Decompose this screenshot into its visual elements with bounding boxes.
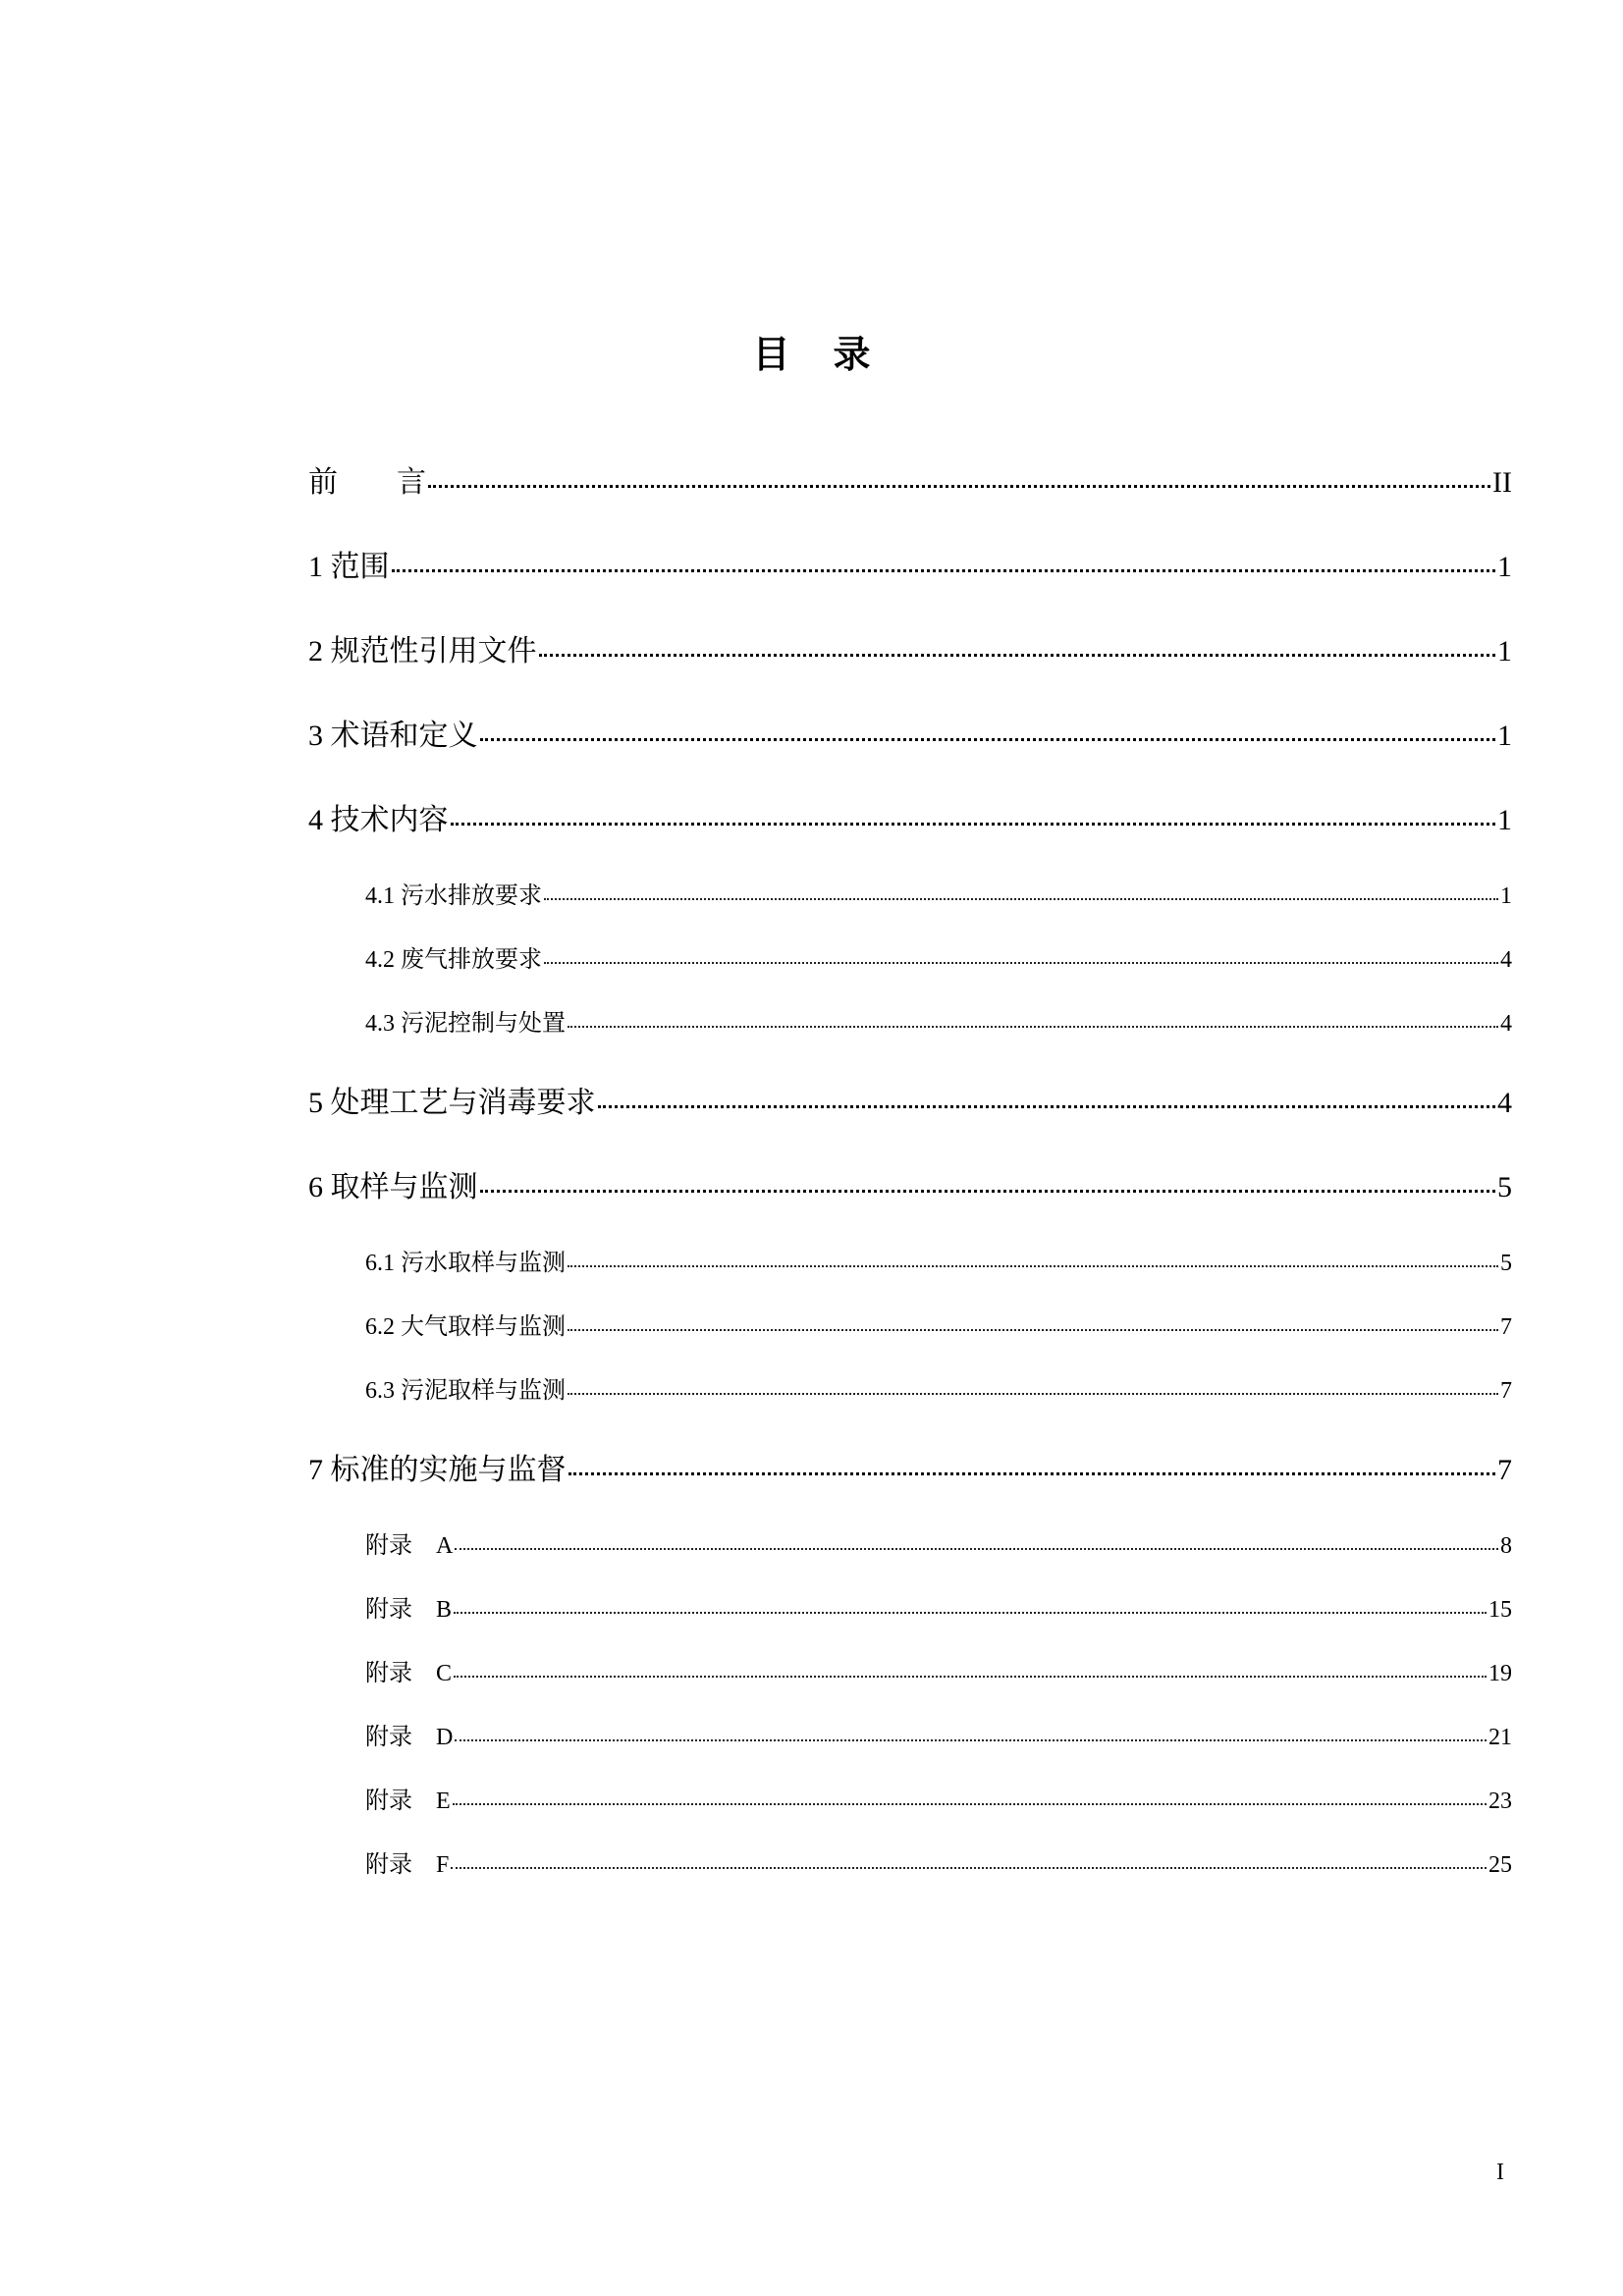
toc-entry-page-number: 1 xyxy=(1497,635,1512,667)
toc-entry-page-number: 7 xyxy=(1500,1378,1512,1404)
toc-entry-page-number: 25 xyxy=(1488,1852,1512,1878)
toc-entry[interactable] xyxy=(365,1243,1512,1277)
toc-entry-page-number: 21 xyxy=(1488,1725,1512,1750)
dot-leader xyxy=(451,1867,1487,1869)
page-title: 目录 xyxy=(752,333,914,376)
dot-leader xyxy=(455,1739,1487,1741)
toc-entry-label: 6 取样与监测 xyxy=(308,1171,478,1203)
toc-entry[interactable] xyxy=(365,1589,1512,1624)
footer-page-number: I xyxy=(1496,2160,1504,2185)
toc-entry-label: 6.1 污水取样与监测 xyxy=(365,1251,566,1276)
toc-entry-label: 附录 F xyxy=(365,1852,450,1878)
toc-entry-label: 4.2 废气排放要求 xyxy=(365,947,542,973)
dot-leader xyxy=(544,962,1498,964)
toc-entry-page-number: 5 xyxy=(1500,1251,1512,1276)
toc-entry[interactable] xyxy=(308,711,1512,754)
toc-entry[interactable] xyxy=(308,457,1512,501)
toc-entry[interactable] xyxy=(308,1162,1512,1205)
dot-leader xyxy=(428,485,1490,488)
dot-leader xyxy=(480,1190,1496,1193)
toc-entry-label: 4.1 污水排放要求 xyxy=(365,883,542,909)
toc-entry-label: 4.3 污泥控制与处置 xyxy=(365,1011,566,1037)
toc-entry[interactable] xyxy=(365,1003,1512,1038)
toc-entry-page-number: 1 xyxy=(1500,883,1512,909)
toc-entry[interactable] xyxy=(308,626,1512,669)
toc-entry[interactable] xyxy=(365,876,1512,910)
dot-leader xyxy=(568,1026,1498,1028)
toc-entry-page-number: 7 xyxy=(1497,1454,1512,1486)
toc-entry-label: 附录 A xyxy=(365,1533,454,1559)
toc-entry-page-number: 8 xyxy=(1500,1533,1512,1559)
toc-entry[interactable] xyxy=(365,1370,1512,1405)
dot-leader xyxy=(480,738,1496,741)
toc-entry[interactable] xyxy=(365,1525,1512,1560)
toc-entry[interactable] xyxy=(365,1781,1512,1815)
toc-entry-label: 4 技术内容 xyxy=(308,804,449,836)
dot-leader xyxy=(453,1803,1487,1805)
toc-entry-label: 2 规范性引用文件 xyxy=(308,635,537,667)
dot-leader xyxy=(455,1548,1498,1550)
toc-entry-label: 7 标准的实施与监督 xyxy=(308,1454,567,1486)
toc-entry-label: 1 范围 xyxy=(308,551,390,583)
dot-leader xyxy=(451,823,1496,826)
toc-entry[interactable] xyxy=(308,795,1512,838)
dot-leader xyxy=(454,1676,1487,1678)
toc-entry-page-number: 1 xyxy=(1497,804,1512,836)
toc-entry-label: 附录 C xyxy=(365,1661,453,1686)
toc-entry-page-number: 23 xyxy=(1488,1789,1512,1814)
toc-entry-label: 附录 E xyxy=(365,1789,451,1814)
dot-leader xyxy=(598,1105,1496,1108)
toc-entry-label: 附录 B xyxy=(365,1597,453,1623)
toc-entry-label: 前 言 xyxy=(308,466,426,499)
toc-entry-page-number: 1 xyxy=(1497,551,1512,583)
dot-leader xyxy=(544,898,1498,900)
toc-entry[interactable] xyxy=(365,1307,1512,1341)
toc-entry[interactable] xyxy=(365,1844,1512,1879)
dot-leader xyxy=(454,1612,1487,1614)
dot-leader xyxy=(392,569,1496,572)
toc-entry[interactable] xyxy=(365,1717,1512,1751)
toc-entry[interactable] xyxy=(308,1078,1512,1121)
toc-entry-page-number: 4 xyxy=(1497,1087,1512,1119)
toc-entry-label: 附录 D xyxy=(365,1725,454,1750)
toc-entry-label: 6.3 污泥取样与监测 xyxy=(365,1378,566,1404)
toc-entry-page-number: 5 xyxy=(1497,1171,1512,1203)
toc-entry[interactable] xyxy=(365,939,1512,974)
toc-entry-label: 5 处理工艺与消毒要求 xyxy=(308,1087,596,1119)
toc-entry[interactable] xyxy=(308,1445,1512,1488)
toc-entry-page-number: 19 xyxy=(1488,1661,1512,1686)
dot-leader xyxy=(539,654,1496,657)
toc-entry-page-number: 4 xyxy=(1500,947,1512,973)
toc-entry[interactable] xyxy=(365,1653,1512,1687)
toc-entry[interactable] xyxy=(308,542,1512,585)
dot-leader xyxy=(568,1329,1498,1331)
toc-entry-page-number: 15 xyxy=(1488,1597,1512,1623)
dot-leader xyxy=(568,1265,1498,1267)
toc-entry-label: 6.2 大气取样与监测 xyxy=(365,1314,566,1340)
toc-entry-label: 3 术语和定义 xyxy=(308,720,478,752)
dot-leader xyxy=(568,1393,1498,1395)
toc-entry-page-number: 7 xyxy=(1500,1314,1512,1340)
toc-entry-page-number: 4 xyxy=(1500,1011,1512,1037)
dot-leader xyxy=(568,1472,1496,1475)
toc-entry-page-number: II xyxy=(1492,466,1512,499)
toc-entry-page-number: 1 xyxy=(1497,720,1512,752)
